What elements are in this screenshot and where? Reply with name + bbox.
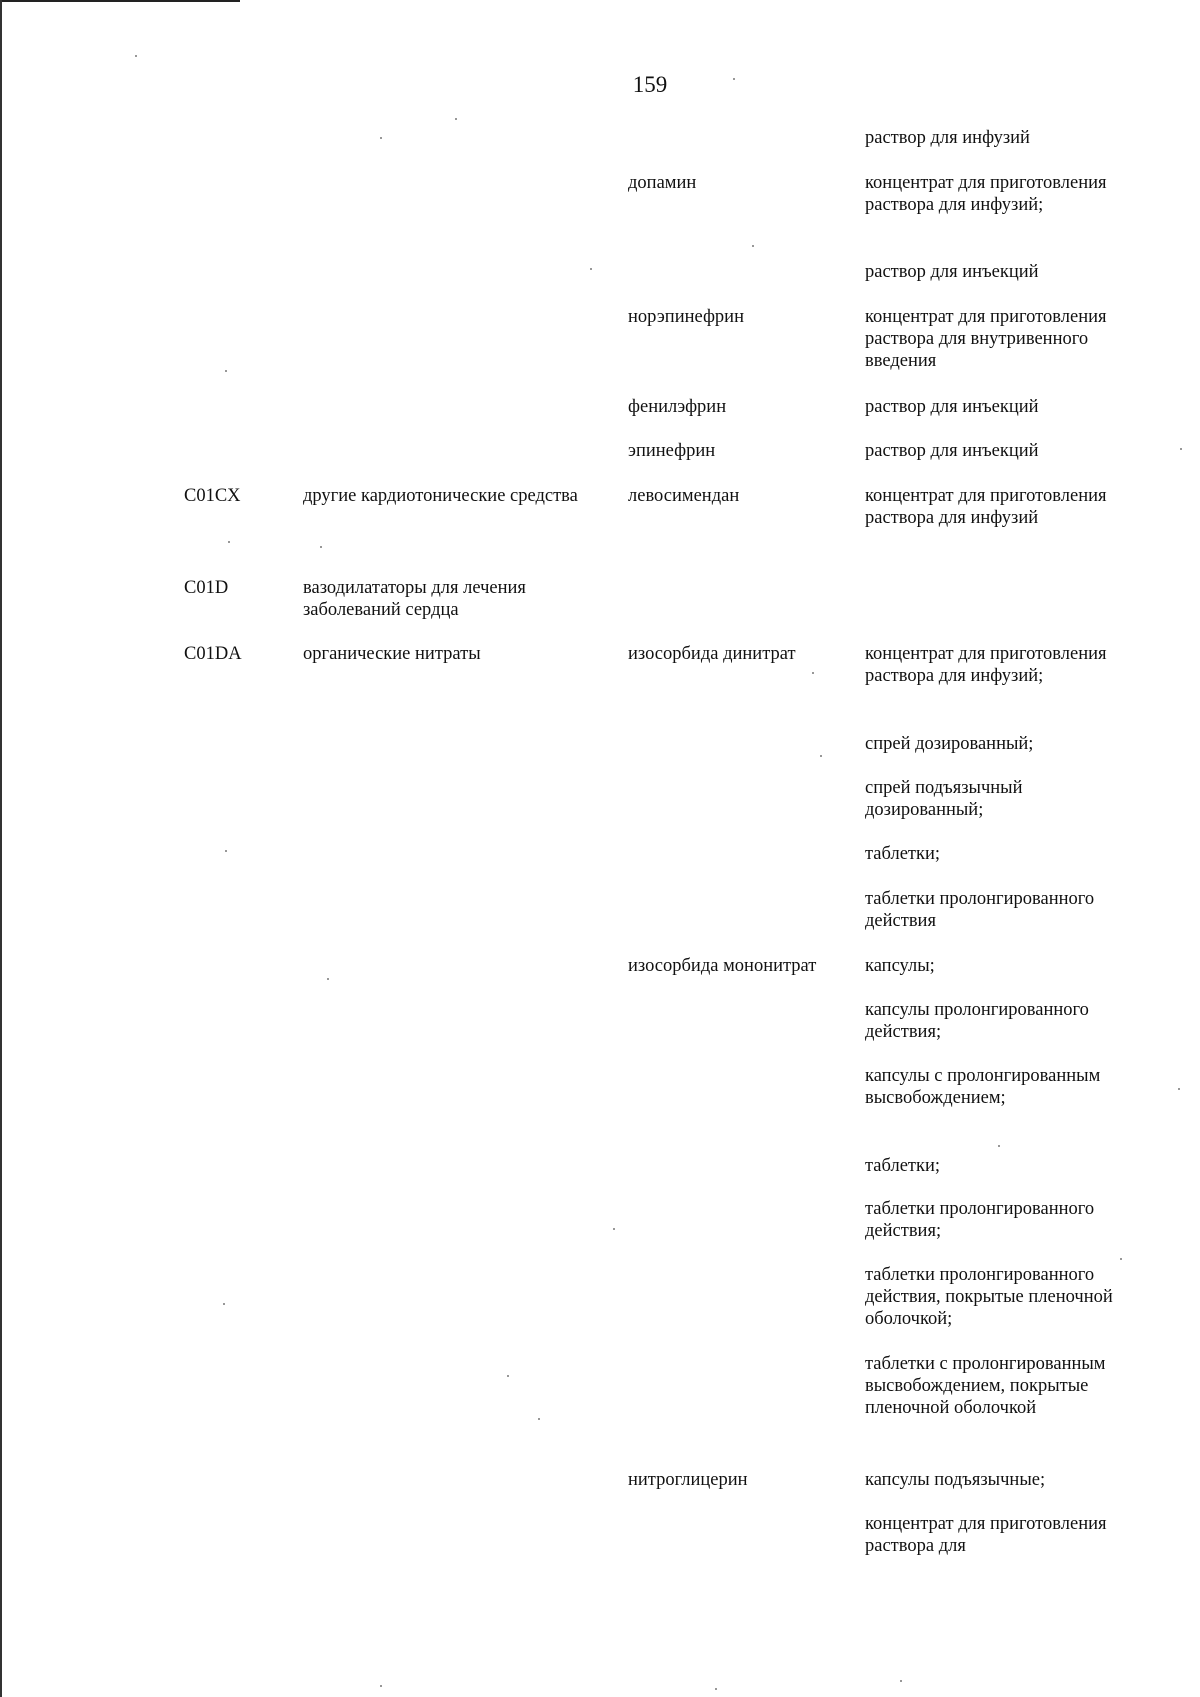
- dosage-form: концентрат для приготовления раствора для внутривенного введения: [865, 307, 1107, 371]
- atc-code: C01CX: [184, 486, 241, 506]
- scan-speck: [327, 978, 329, 980]
- scan-speck: [455, 118, 457, 120]
- scan-speck: [590, 268, 592, 270]
- dosage-form: капсулы с пролонгированным высвобождением;: [865, 1066, 1101, 1108]
- drug-name: изосорбида мононитрат: [628, 956, 817, 976]
- scan-speck: [1180, 448, 1182, 450]
- atc-group: другие кардиотонические средства: [303, 486, 578, 506]
- scan-speck: [225, 370, 227, 372]
- scan-speck: [380, 1685, 382, 1687]
- atc-group: органические нитраты: [303, 644, 481, 664]
- scan-speck: [507, 1375, 509, 1377]
- scan-speck: [733, 78, 735, 80]
- scan-speck: [135, 55, 137, 57]
- drug-name: норэпинефрин: [628, 307, 744, 327]
- scan-speck: [223, 1303, 225, 1305]
- scan-speck: [1120, 1258, 1122, 1260]
- scan-speck: [1178, 1088, 1180, 1090]
- scan-speck: [225, 850, 227, 852]
- dosage-form: капсулы подъязычные;: [865, 1470, 1046, 1490]
- scan-speck: [715, 1688, 717, 1690]
- dosage-form: раствор для инъекций: [865, 441, 1039, 461]
- dosage-form: таблетки;: [865, 1156, 941, 1176]
- atc-code: C01DA: [184, 644, 242, 664]
- dosage-form: раствор для инъекций: [865, 262, 1039, 282]
- dosage-form: капсулы;: [865, 956, 935, 976]
- scan-speck: [900, 1680, 902, 1682]
- dosage-form: раствор для инъекций: [865, 397, 1039, 417]
- scan-speck: [320, 546, 322, 548]
- dosage-form: спрей подъязычный дозированный;: [865, 778, 1023, 820]
- scan-edge-top: [0, 0, 240, 2]
- drug-name: левосимендан: [628, 486, 740, 506]
- drug-name: допамин: [628, 173, 697, 193]
- scan-speck: [538, 1418, 540, 1420]
- dosage-form: концентрат для приготовления раствора для: [865, 1514, 1107, 1556]
- drug-name: изосорбида динитрат: [628, 644, 796, 664]
- atc-group: вазодилататоры для лечения заболеваний сердца: [303, 578, 526, 620]
- atc-code: C01D: [184, 578, 229, 598]
- scan-speck: [820, 755, 822, 757]
- dosage-form: спрей дозированный;: [865, 734, 1034, 754]
- dosage-form: таблетки с пролонгированным высвобождением, покрытые пленочной оболочкой: [865, 1354, 1106, 1418]
- scan-edge-left: [0, 0, 2, 1697]
- scan-speck: [228, 541, 230, 543]
- scan-speck: [613, 1228, 615, 1230]
- dosage-form: таблетки пролонгированного действия;: [865, 1199, 1095, 1241]
- scan-speck: [812, 672, 814, 674]
- dosage-form: концентрат для приготовления раствора для инфузий: [865, 486, 1107, 528]
- dosage-form: концентрат для приготовления раствора для инфузий;: [865, 644, 1107, 686]
- scan-speck: [752, 245, 754, 247]
- scan-speck: [380, 137, 382, 139]
- dosage-form: таблетки пролонгированного действия: [865, 889, 1095, 931]
- dosage-form: раствор для инфузий: [865, 128, 1030, 148]
- drug-name: нитроглицерин: [628, 1470, 748, 1490]
- page-number: 159: [632, 72, 668, 97]
- drug-name: фенилэфрин: [628, 397, 727, 417]
- dosage-form: капсулы пролонгированного действия;: [865, 1000, 1089, 1042]
- dosage-form: концентрат для приготовления раствора для инфузий;: [865, 173, 1107, 215]
- scan-speck: [998, 1145, 1000, 1147]
- drug-name: эпинефрин: [628, 441, 716, 461]
- dosage-form: таблетки;: [865, 844, 941, 864]
- dosage-form: таблетки пролонгированного действия, покрытые пленочной оболочкой;: [865, 1265, 1113, 1329]
